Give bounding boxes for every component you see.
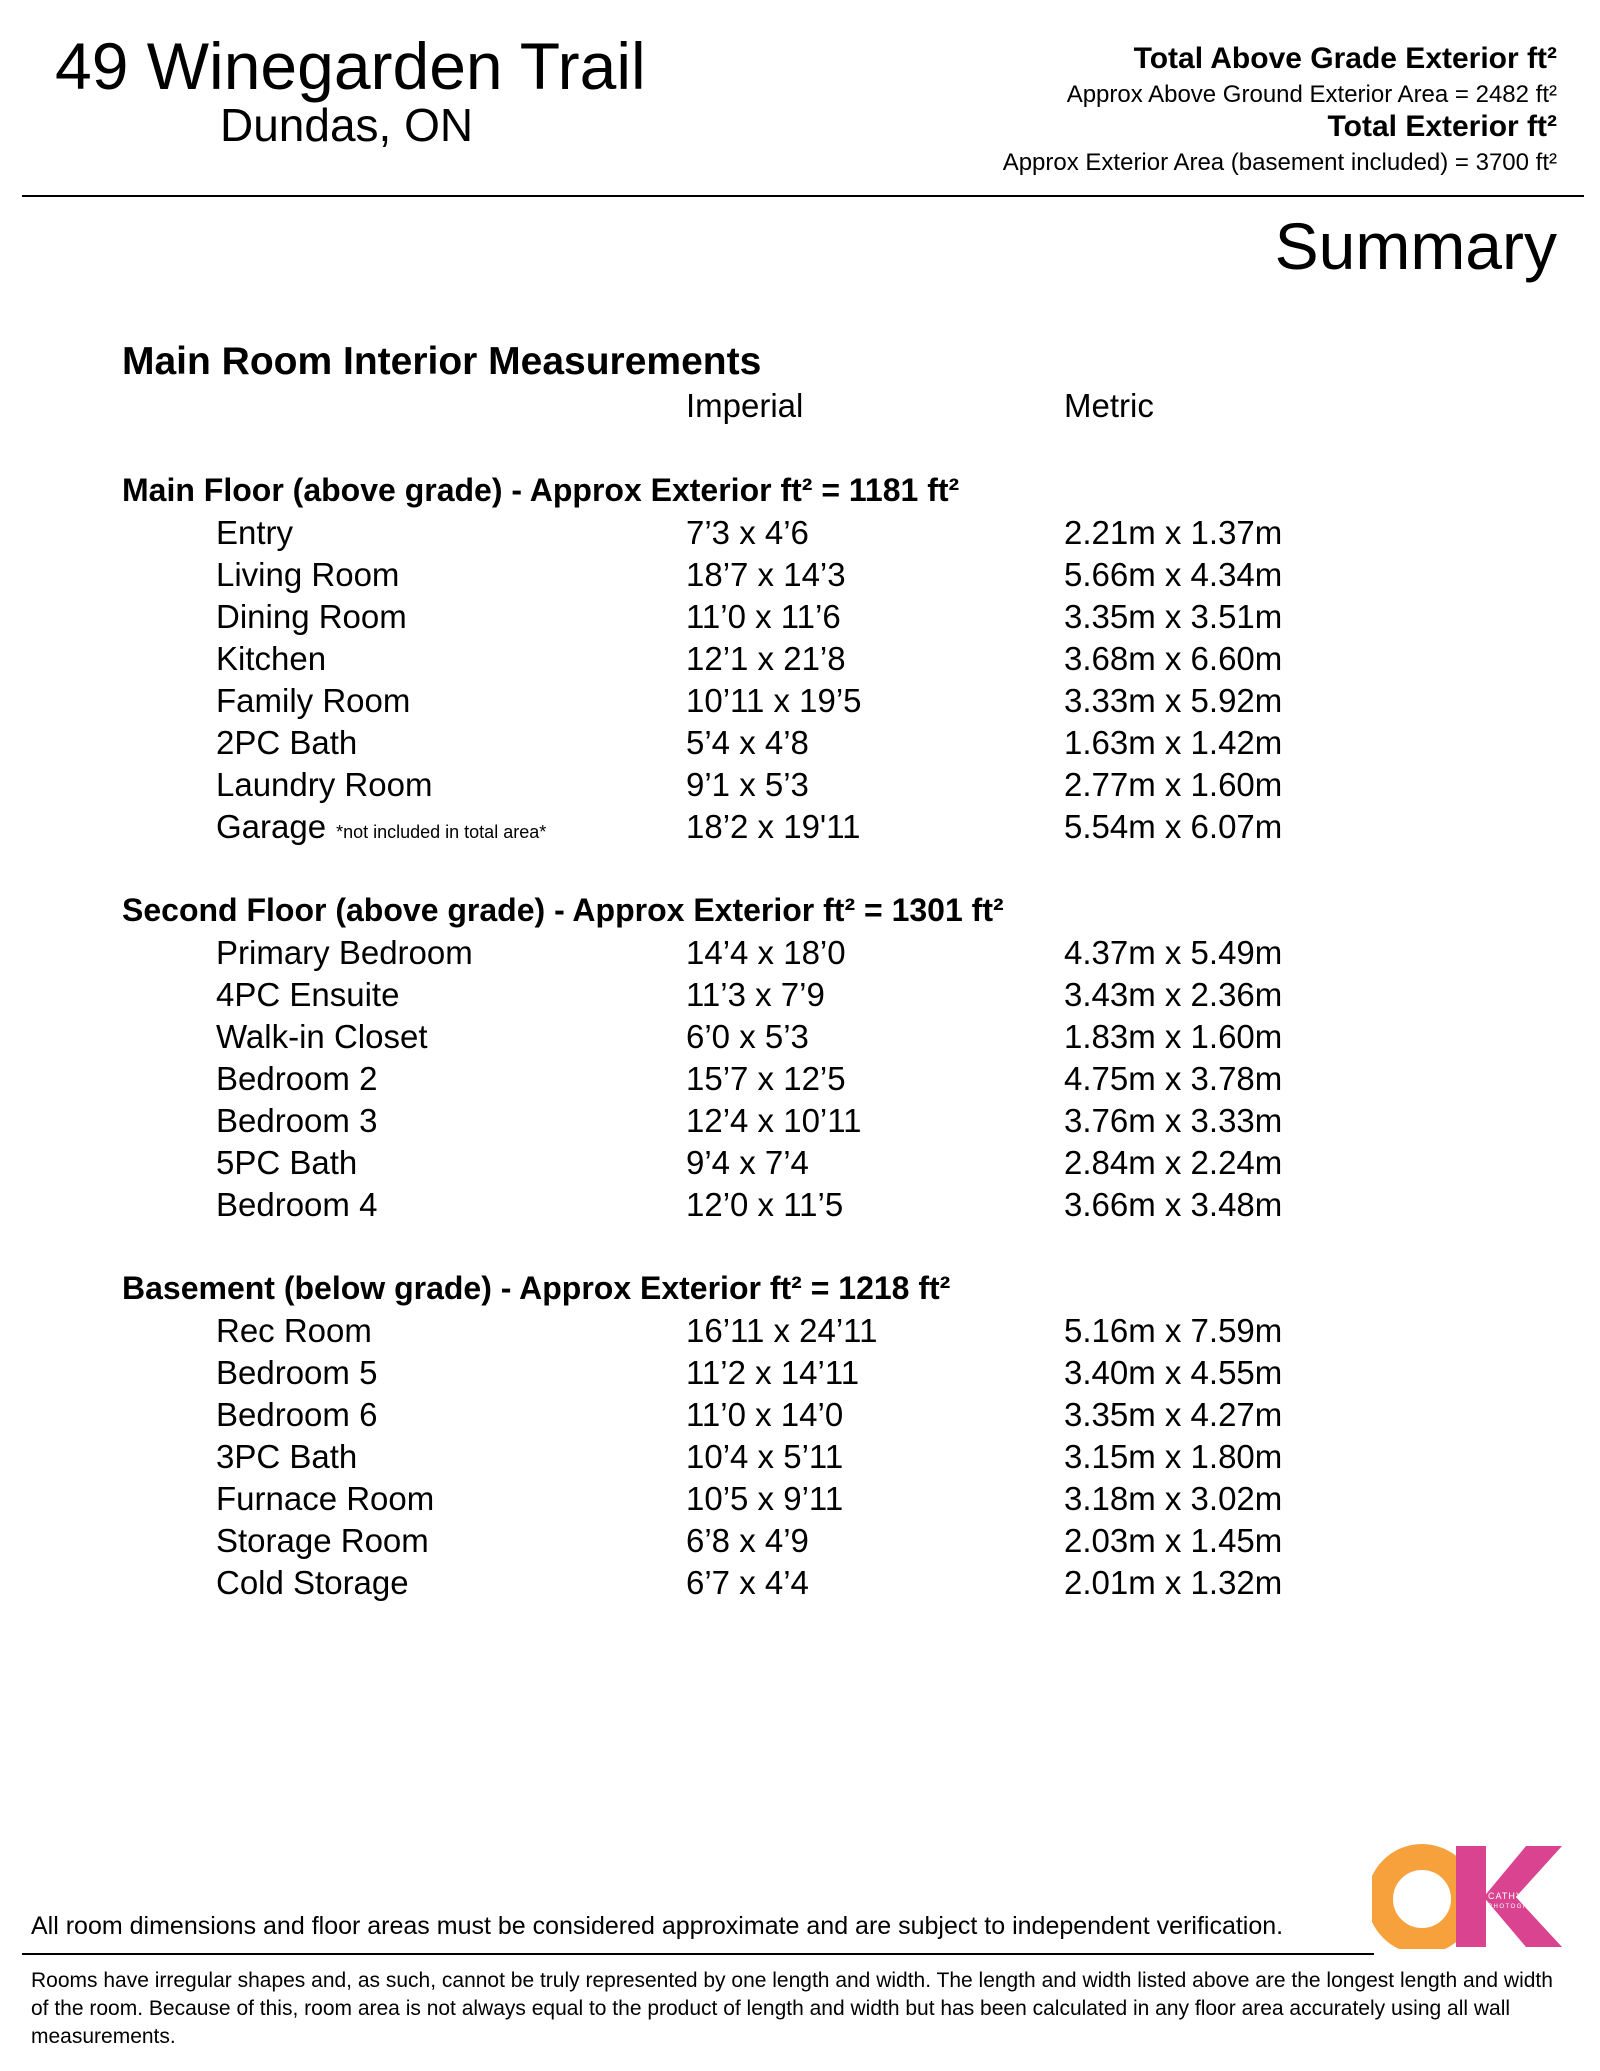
above-grade-value: Approx Above Ground Exterior Area = 2482 ft²	[1066, 81, 1557, 108]
room-imperial: 10’5 x 9’11	[686, 1480, 844, 1517]
room-imperial: 10’11 x 19’5	[686, 682, 862, 719]
room-name: Dining Room	[216, 598, 407, 635]
room-name: 3PC Bath	[216, 1438, 358, 1475]
summary-title: Summary	[1274, 209, 1557, 283]
table-row	[0, 764, 1600, 806]
table-row	[0, 680, 1600, 722]
room-name: Entry	[216, 514, 294, 551]
room-name: Walk-in Closet	[216, 1018, 428, 1055]
room-imperial: 11’2 x 14’11	[686, 1354, 860, 1391]
room-imperial: 9’4 x 7’4	[686, 1144, 809, 1181]
table-row	[0, 1184, 1600, 1226]
total-exterior-value: Approx Exterior Area (basement included) = 3700 ft²	[1002, 149, 1557, 176]
room-imperial: 10’4 x 5’11	[686, 1438, 844, 1475]
table-row	[0, 1478, 1600, 1520]
room-metric: 3.18m x 3.02m	[1064, 1480, 1283, 1517]
room-imperial: 11’3 x 7’9	[686, 976, 825, 1013]
table-row	[0, 722, 1600, 764]
room-metric: 5.66m x 4.34m	[1064, 556, 1283, 593]
room-name-cell	[216, 806, 546, 853]
above-grade-title: Total Above Grade Exterior ft²	[1133, 42, 1557, 75]
table-row	[0, 1142, 1600, 1184]
room-imperial: 5’4 x 4’8	[686, 724, 809, 761]
room-imperial: 12’0 x 11’5	[686, 1186, 844, 1223]
room-imperial: 15’7 x 12’5	[686, 1060, 846, 1097]
room-name: Cold Storage	[216, 1564, 409, 1601]
room-metric: 3.35m x 4.27m	[1064, 1396, 1283, 1433]
room-imperial: 14’4 x 18’0	[686, 934, 846, 971]
table-row	[0, 1352, 1600, 1394]
room-name: 4PC Ensuite	[216, 976, 400, 1013]
room-metric: 2.21m x 1.37m	[1064, 514, 1283, 551]
table-row	[0, 554, 1600, 596]
room-metric: 4.75m x 3.78m	[1064, 1060, 1283, 1097]
table-row	[0, 638, 1600, 680]
room-imperial: 12’4 x 10’11	[686, 1102, 862, 1139]
room-metric: 1.63m x 1.42m	[1064, 724, 1283, 761]
room-metric: 1.83m x 1.60m	[1064, 1018, 1283, 1055]
column-header-imperial: Imperial	[686, 387, 804, 424]
table-row	[0, 1016, 1600, 1058]
table-row	[0, 596, 1600, 638]
room-metric: 2.03m x 1.45m	[1064, 1522, 1283, 1559]
room-name: Family Room	[216, 682, 411, 719]
table-row	[0, 1436, 1600, 1478]
room-name: 2PC Bath	[216, 724, 358, 761]
room-name: Bedroom 2	[216, 1060, 378, 1097]
room-imperial: 6’8 x 4’9	[686, 1522, 809, 1559]
room-imperial: 11’0 x 14’0	[686, 1396, 844, 1433]
room-metric: 3.33m x 5.92m	[1064, 682, 1283, 719]
room-name: Living Room	[216, 556, 400, 593]
table-row	[0, 806, 1600, 848]
logo-text-line1: CATHY KOOP	[1488, 1891, 1557, 1901]
table-row	[0, 1520, 1600, 1562]
column-header-metric: Metric	[1064, 387, 1154, 424]
room-note: *not included in total area*	[336, 822, 547, 842]
table-row	[0, 932, 1600, 974]
room-name: Garage	[216, 808, 327, 845]
section-title: Main Room Interior Measurements	[122, 340, 762, 383]
table-row	[0, 1562, 1600, 1604]
room-name: Laundry Room	[216, 766, 433, 803]
floor-heading-basement: Basement (below grade) - Approx Exterior ft² = 1218 ft²	[122, 1270, 951, 1306]
room-metric: 3.68m x 6.60m	[1064, 640, 1283, 677]
room-metric: 5.54m x 6.07m	[1064, 808, 1283, 845]
room-metric: 2.84m x 2.24m	[1064, 1144, 1283, 1181]
room-name: Bedroom 6	[216, 1396, 378, 1433]
room-name: Bedroom 3	[216, 1102, 378, 1139]
room-name: Kitchen	[216, 640, 327, 677]
room-imperial: 6’7 x 4’4	[686, 1564, 809, 1601]
room-metric: 2.77m x 1.60m	[1064, 766, 1283, 803]
room-metric: 3.40m x 4.55m	[1064, 1354, 1283, 1391]
room-metric: 5.16m x 7.59m	[1064, 1312, 1283, 1349]
logo-k-lower-arm	[1482, 1895, 1562, 1947]
cathy-koop-logo	[1372, 1843, 1568, 1949]
disclaimer: All room dimensions and floor areas must be considered approximate and are subject to independent verification.	[31, 1912, 1284, 1940]
room-metric: 2.01m x 1.32m	[1064, 1564, 1283, 1601]
room-name: Bedroom 5	[216, 1354, 378, 1391]
room-name: Primary Bedroom	[216, 934, 473, 971]
room-imperial: 9’1 x 5’3	[686, 766, 809, 803]
room-metric: 4.37m x 5.49m	[1064, 934, 1283, 971]
address-street: 49 Winegarden Trail	[55, 29, 646, 103]
room-name: 5PC Bath	[216, 1144, 358, 1181]
room-imperial: 12’1 x 21’8	[686, 640, 846, 677]
room-name: Bedroom 4	[216, 1186, 378, 1223]
room-imperial: 11’0 x 11’6	[686, 598, 841, 635]
logo-text-line2: PHOTOGRAPHY	[1488, 1904, 1552, 1910]
room-imperial: 18’2 x 19'11	[686, 808, 861, 845]
footnote: Rooms have irregular shapes and, as such, cannot be truly represented by one length and width. The length and width listed above are the longest length and width of the room. Because of this, room area is not always equal to the product of length and width but has been calculated in any floor area accurately using all wall measurements.	[31, 1969, 1553, 2048]
table-row	[0, 1310, 1600, 1352]
room-metric: 3.66m x 3.48m	[1064, 1186, 1283, 1223]
floor-heading-second: Second Floor (above grade) - Approx Exterior ft² = 1301 ft²	[122, 892, 1004, 928]
room-metric: 3.35m x 3.51m	[1064, 598, 1283, 635]
room-name: Storage Room	[216, 1522, 429, 1559]
address-city: Dundas, ON	[220, 99, 474, 151]
logo-o-ring	[1380, 1857, 1464, 1941]
room-name: Rec Room	[216, 1312, 372, 1349]
table-row	[0, 974, 1600, 1016]
table-row	[0, 1100, 1600, 1142]
room-imperial: 18’7 x 14’3	[686, 556, 846, 593]
room-metric: 3.15m x 1.80m	[1064, 1438, 1283, 1475]
table-row	[0, 1058, 1600, 1100]
room-metric: 3.76m x 3.33m	[1064, 1102, 1283, 1139]
table-row	[0, 512, 1600, 554]
header-divider	[22, 195, 1584, 197]
footer-divider	[22, 1953, 1374, 1955]
room-imperial: 7’3 x 4’6	[686, 514, 809, 551]
table-row	[0, 1394, 1600, 1436]
total-exterior-title: Total Exterior ft²	[1327, 110, 1557, 143]
room-name: Furnace Room	[216, 1480, 435, 1517]
room-metric: 3.43m x 2.36m	[1064, 976, 1283, 1013]
logo-k-stem	[1456, 1846, 1486, 1947]
room-imperial: 16’11 x 24’11	[686, 1312, 878, 1349]
room-imperial: 6’0 x 5’3	[686, 1018, 809, 1055]
floor-heading-main: Main Floor (above grade) - Approx Exterior ft² = 1181 ft²	[122, 472, 960, 508]
